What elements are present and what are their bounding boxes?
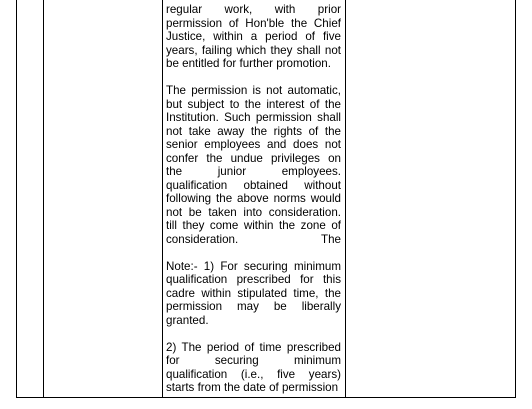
- text-line: 2) The period of time prescribed: [166, 340, 341, 354]
- text-line: confer the undue privileges on: [166, 151, 341, 165]
- table-column-divider-1: [43, 0, 44, 398]
- table-column-divider-3: [345, 0, 346, 398]
- text-line: regular work, with prior: [166, 3, 341, 16]
- text-line: but subject to the interest of the: [166, 97, 341, 111]
- text-line: permission of Hon'ble the Chief: [166, 16, 341, 30]
- text-line: for securing minimum: [166, 354, 341, 367]
- text-line: the junior employees.: [166, 165, 341, 178]
- text-line: starts from the date of permission: [166, 381, 339, 394]
- text-line: qualification obtained without: [166, 178, 341, 192]
- text-line: permission may be liberally: [166, 300, 341, 313]
- text-line: years, failing which they shall not: [166, 43, 341, 57]
- text-line: following the above norms would: [166, 192, 341, 205]
- text-line: qualification prescribed for this: [166, 273, 341, 286]
- paragraph-spacer: [166, 327, 341, 341]
- text-line: not take away the rights of the: [166, 124, 341, 138]
- table-column-divider-2: [162, 0, 163, 398]
- text-line: granted.: [166, 313, 209, 327]
- text-line: qualification (i.e., five years): [166, 367, 341, 381]
- cell-paragraph-promotion-condition: [166, 3, 341, 71]
- cell-paragraph-permission: [166, 84, 341, 246]
- text-line: till they come within the zone of: [166, 219, 341, 232]
- cell-paragraph-note-2: [166, 341, 341, 395]
- text-line: The permission is not automatic,: [166, 84, 341, 97]
- text-line: senior employees and does not: [166, 138, 341, 151]
- table-border-right: [515, 0, 516, 398]
- table-cell-text: [166, 3, 341, 395]
- text-line: Institution. Such permission shall: [166, 111, 341, 124]
- text-line: not be taken into consideration.: [166, 205, 341, 219]
- text-line: Justice, within a period of five: [166, 30, 341, 43]
- text-line: Note:- 1) For securing minimum: [166, 259, 341, 273]
- text-line: cadre within stipulated time, the: [166, 286, 341, 300]
- table-border-bottom: [16, 397, 516, 398]
- paragraph-spacer: [166, 71, 341, 85]
- table-border-left: [16, 0, 17, 398]
- text-line: be entitled for further promotion.: [166, 57, 331, 70]
- cell-paragraph-note-1: [166, 260, 341, 328]
- text-line: consideration. The: [166, 232, 341, 246]
- paragraph-spacer: [166, 246, 341, 260]
